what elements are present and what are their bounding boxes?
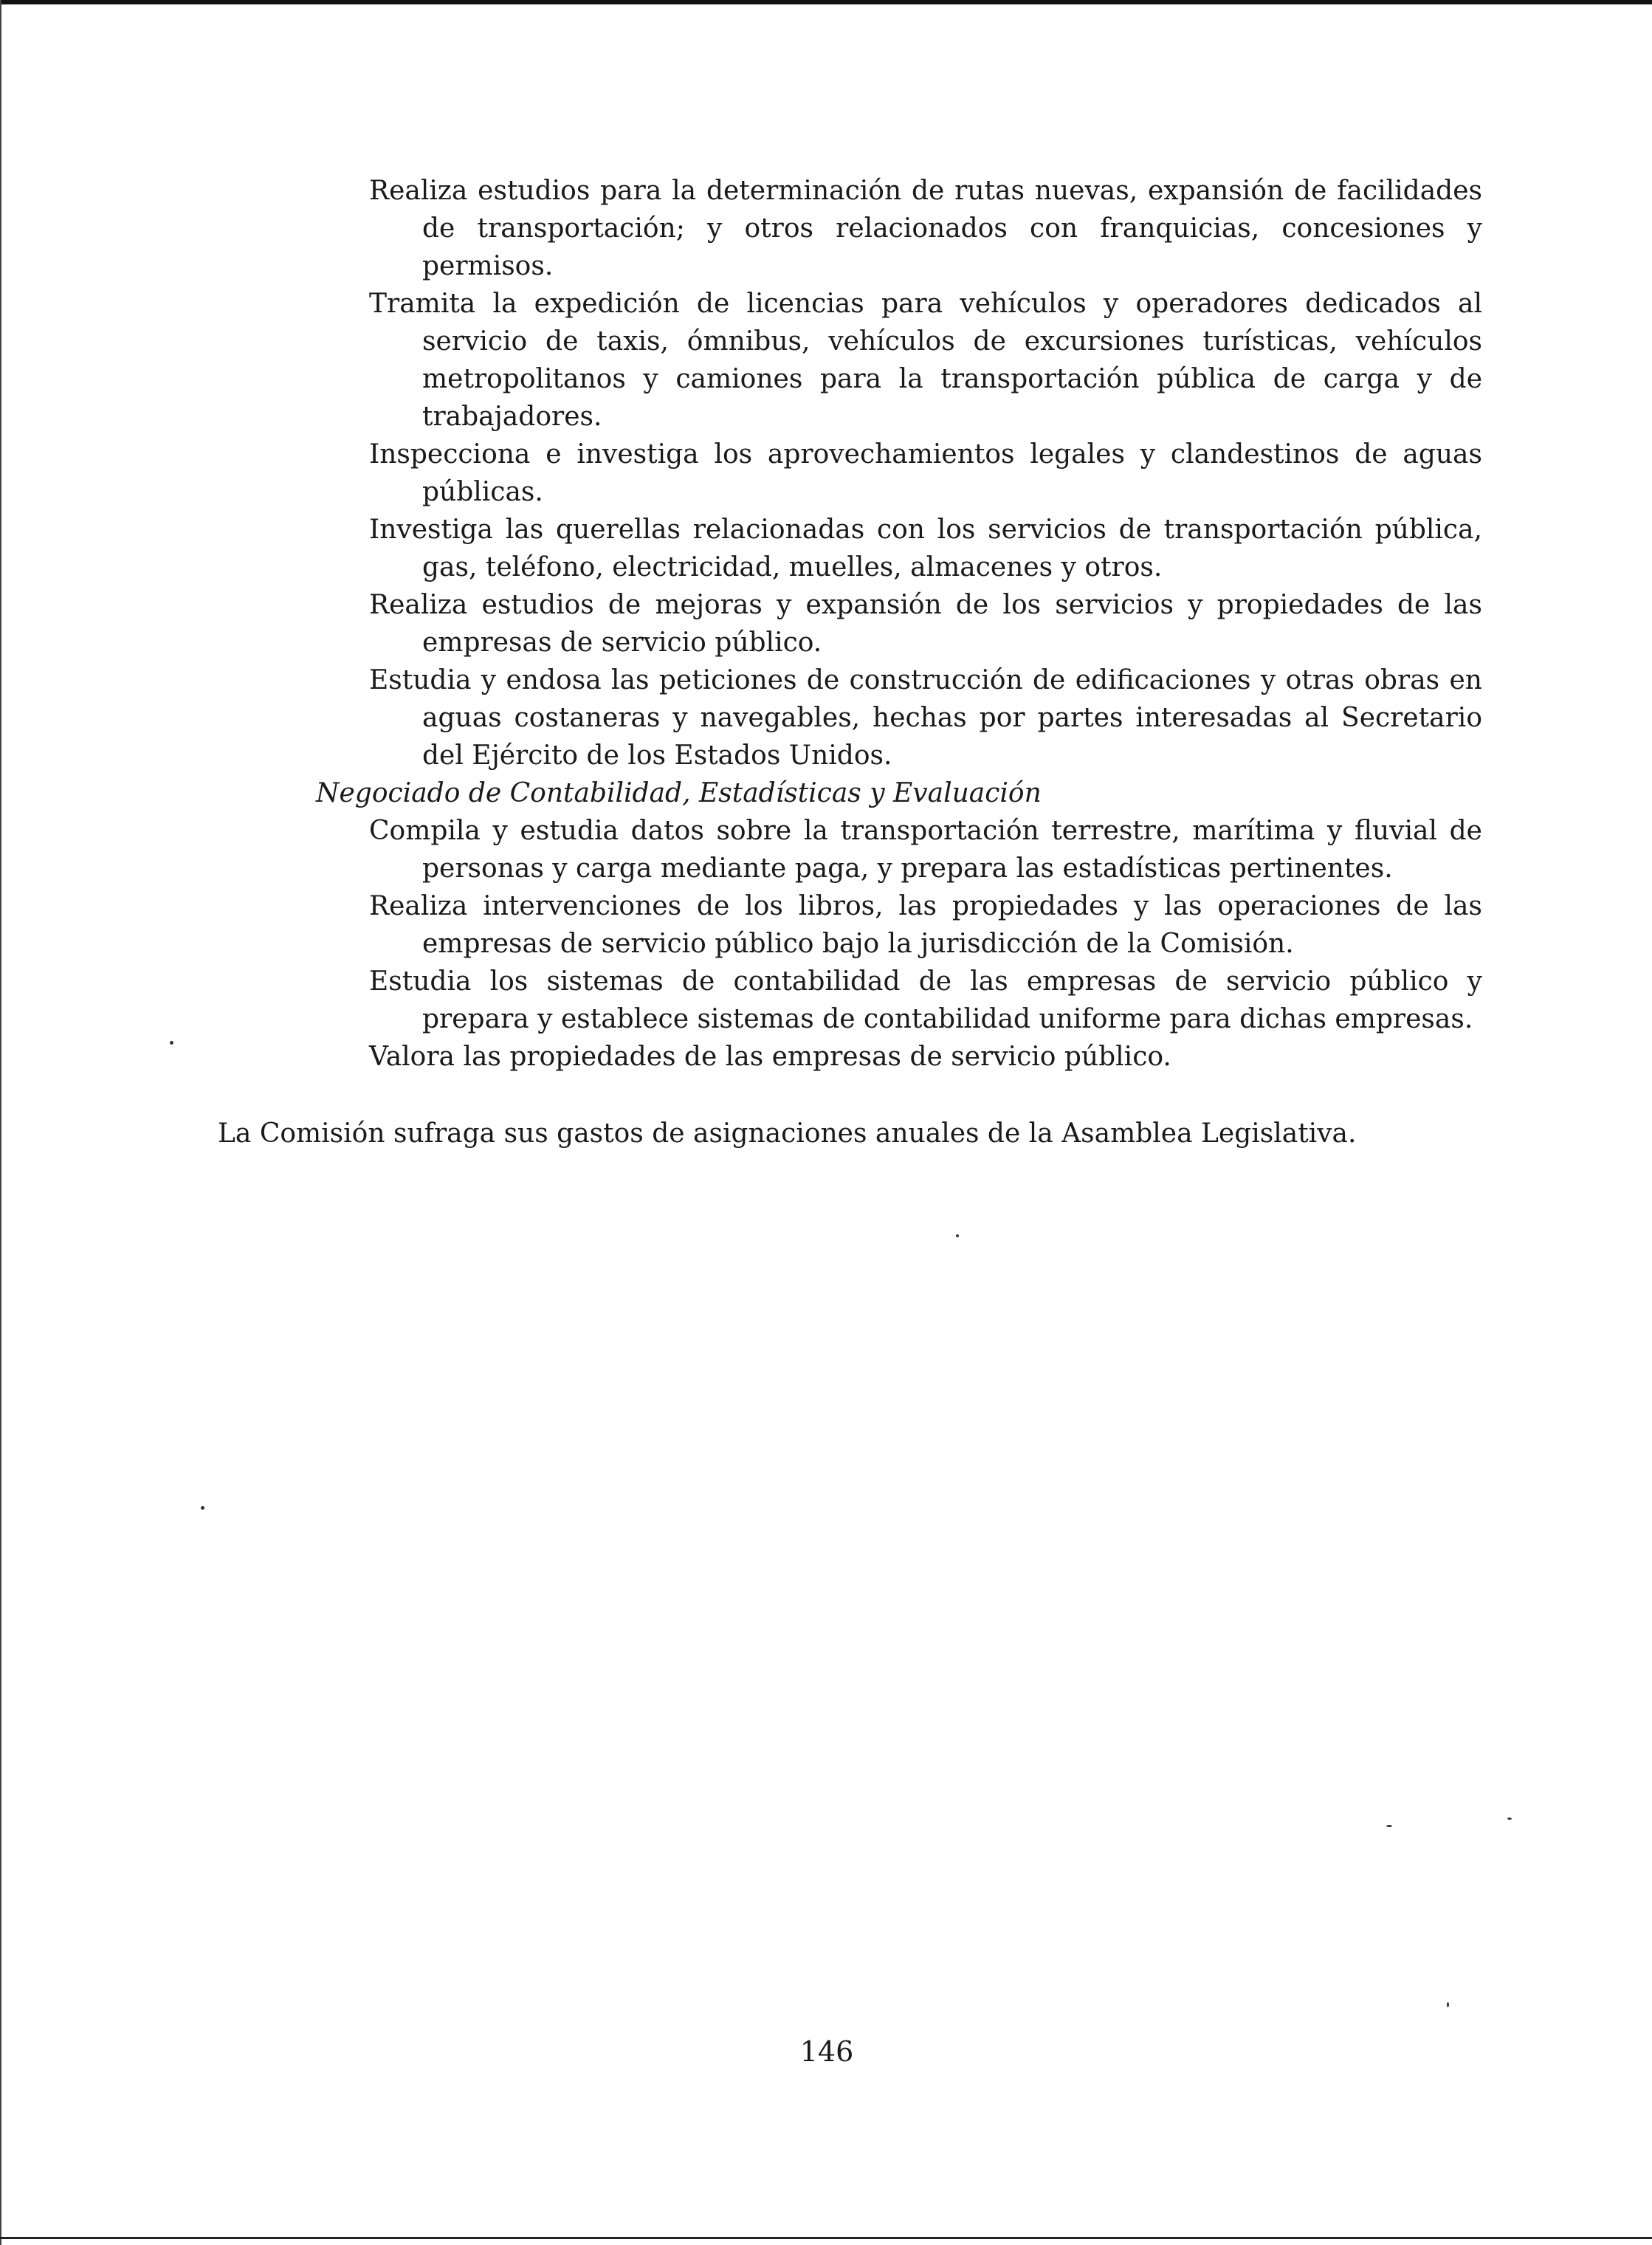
scan-speck bbox=[1507, 1818, 1512, 1820]
body-text bbox=[316, 172, 1482, 1076]
list-item: Inspecciona e investiga los aprovechamientos legales y clandestinos de aguas públicas. bbox=[369, 439, 1482, 507]
scan-speck bbox=[1447, 2002, 1449, 2007]
scan-speck bbox=[170, 1041, 173, 1045]
list-item: Estudia los sistemas de contabilidad de las empresas de servicio público y prepara y establece sistemas de contabilidad uniforme para dichas empresas. bbox=[369, 966, 1482, 1034]
bottom-border-line bbox=[0, 2237, 1652, 2239]
list-item: Realiza intervenciones de los libros, las propiedades y las operaciones de las empresas de servicio público bajo la jurisdicción de la Comisión. bbox=[369, 891, 1482, 959]
list-item: Compila y estudia datos sobre la transportación terrestre, marítima y fluvial de personas y carga mediante paga, y prepara las estadísticas pertinentes. bbox=[369, 816, 1482, 884]
left-border-line bbox=[0, 0, 1, 2245]
list-item: Tramita la expedición de licencias para vehículos y operadores dedicados al servicio de taxis, ómnibus, vehículos de excursiones turísticas, vehículos metropolitanos y camiones para la transportación pública de carga y de trabajadores. bbox=[369, 289, 1482, 432]
scan-speck bbox=[956, 1234, 959, 1237]
list-item: Realiza estudios para la determinación de rutas nuevas, expansión de facilidades de transportación; y otros relacionados con franquicias, concesiones y permisos. bbox=[369, 176, 1482, 281]
top-border-line bbox=[0, 0, 1652, 4]
closing-paragraph: La Comisión sufraga sus gastos de asignaciones anuales de la Asamblea Legislativa. bbox=[218, 1118, 1357, 1149]
list-item: Estudia y endosa las peticiones de construcción de edificaciones y otras obras en aguas costaneras y navegables, hechas por partes interesadas al Secretario del Ejército de los Estados Unidos. bbox=[369, 665, 1482, 771]
list-item: Realiza estudios de mejoras y expansión de los servicios y propiedades de las empresas de servicio público. bbox=[369, 590, 1482, 658]
page-number: 146 bbox=[799, 2035, 854, 2068]
list-item: Investiga las querellas relacionadas con los servicios de transportación pública, gas, teléfono, electricidad, muelles, almacenes y otros. bbox=[369, 515, 1482, 582]
scan-speck bbox=[201, 1506, 204, 1510]
list-item: Valora las propiedades de las empresas de servicio público. bbox=[369, 1042, 1171, 1072]
section-heading: Negociado de Contabilidad, Estadísticas y Evaluación bbox=[316, 778, 1042, 808]
scan-speck bbox=[1386, 1825, 1392, 1827]
